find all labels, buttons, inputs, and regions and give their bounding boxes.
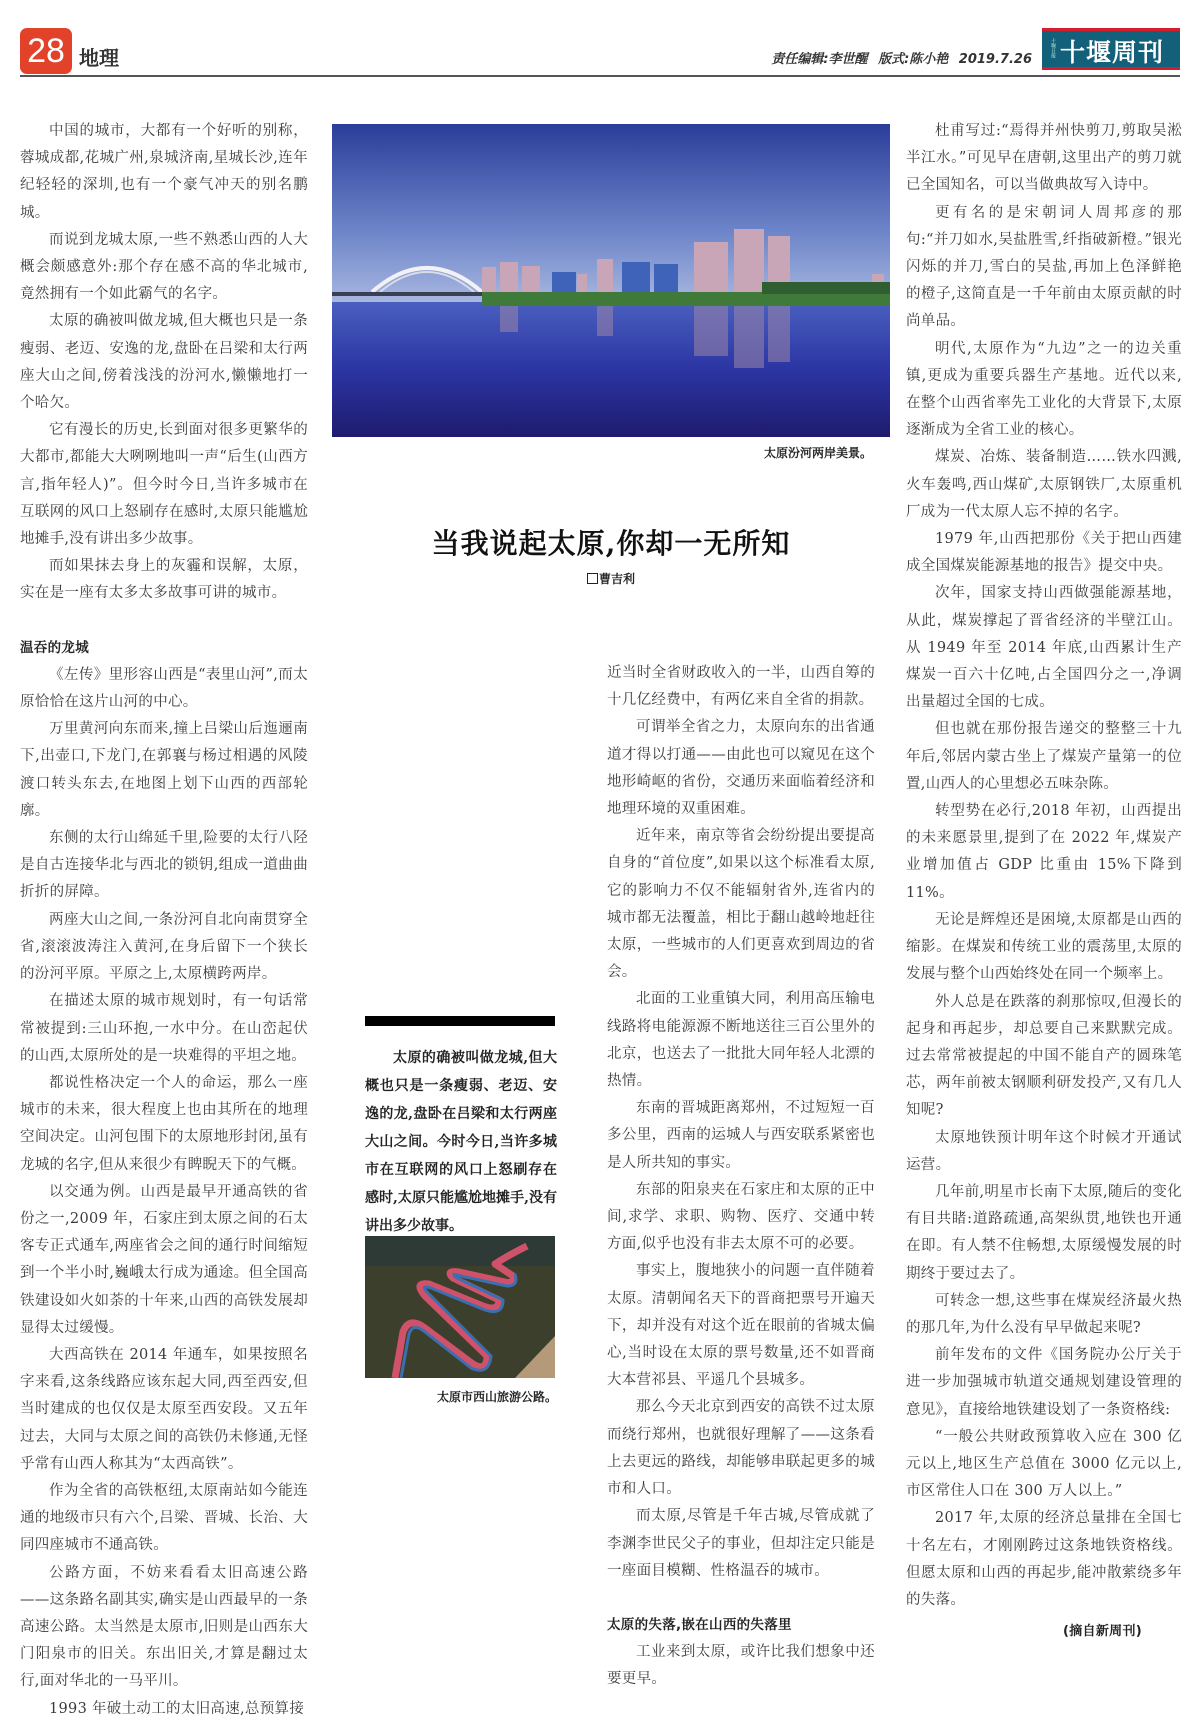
- paragraph: 那么今天北京到西安的高铁不过太原而绕行郑州，也就很好理解了——这条看上去更远的路线，却能够串联起更多的城市和人口。: [607, 1399, 875, 1498]
- page-number: 28: [20, 28, 72, 74]
- paragraph: 它有漫长的历史,长到面对很多更繁华的大都市,都能大大咧咧地叫一声“后生(山西方言,指年轻人)”。但今时今日,当许多城市在互联网的风口上怒刷存在感时,太原只能尴尬地摊手,没有讲出多少故事。: [20, 422, 308, 548]
- paragraph: “一般公共财政预算收入应在 300 亿元以上,地区生产总值在 3000 亿元以上,市区常住人口在 300 万人以上。”: [906, 1428, 1182, 1500]
- mountain-road-photo: [365, 1236, 555, 1378]
- paragraph: 无论是辉煌还是困境,太原都是山西的缩影。在煤炭和传统工业的震荡里,太原的发展与整个山西始终处在同一个频率上。: [906, 911, 1182, 983]
- pull-quote: 太原的确被叫做龙城,但大概也只是一条瘦弱、老迈、安逸的龙,盘卧在吕梁和太行两座大山之间。今时今日,当许多城市在互联网的风口上怒刷存在感时,太原只能尴尬地摊手,没有讲出多少故事。: [365, 1050, 557, 1234]
- paragraph: 转型势在必行,2018 年初，山西提出的未来愿景里,提到了在 2022 年,煤炭产业增加值占 GDP 比重由 15%下降到 11%。: [906, 803, 1182, 901]
- paragraph: 大西高铁在 2014 年通车，如果按照名字来看,这条线路应该东起大同,西至西安,但当时建成的也仅仅是太原至西安段。又五年过去，大同与太原之间的高铁仍未修通,无怪乎常有山西人称其为“太西高铁”。: [20, 1346, 308, 1472]
- author-name: 曹吉利: [598, 572, 635, 586]
- layout-credit: 版式:陈小艳: [878, 52, 949, 67]
- paragraph: 东南的晋城距离郑州，不过短短一百多公里，西南的运城人与西安联系紧密也是人所共知的事实。: [607, 1100, 875, 1171]
- logo-text: 十堰周刊: [1060, 38, 1165, 67]
- byline-box-icon: [587, 573, 598, 584]
- photo-caption: 太原市西山旅游公路。: [436, 1390, 557, 1404]
- paragraph: 1979 年,山西把那份《关于把山西建成全国煤炭能源基地的报告》提交中央。: [906, 531, 1182, 575]
- paragraph: 明代,太原作为“九边”之一的边关重镇,更成为重要兵器生产基地。近代以来,在整个山西省率先工业化的大背景下,太原逐渐成为全省工业的核心。: [906, 340, 1182, 439]
- paragraph: 但也就在那份报告递交的整整三十九年后,邻居内蒙古坐上了煤炭产量第一的位置,山西人的心里想必五味杂陈。: [906, 721, 1182, 792]
- byline: [332, 570, 890, 587]
- page-header: [20, 26, 1180, 76]
- paragraph: 而如果抹去身上的灰霾和误解，太原，实在是一座有太多太多故事可讲的城市。: [20, 558, 308, 602]
- paragraph: 东部的阳泉夹在石家庄和太原的正中间,求学、求职、购物、医疗、交通中转方面,似乎也没有非去太原不可的必要。: [607, 1181, 875, 1253]
- publication-logo: [1042, 28, 1180, 70]
- paragraph: 都说性格决定一个人的命运，那么一座城市的未来，很大程度上也由其所在的地理空间决定。山河包围下的太原地形封闭,虽有龙城的名字,但从来很少有睥睨天下的气概。: [20, 1074, 308, 1173]
- paragraph: 太原地铁预计明年这个时候才开通试运营。: [906, 1129, 1182, 1173]
- paragraph: 次年，国家支持山西做强能源基地，从此，煤炭撑起了晋省经济的半壁江山。从 1949 年至 2014 年底,山西累计生产煤炭一百六十亿吨,占全国四分之一,净调出量超过全国的七成。: [906, 585, 1182, 711]
- paragraph: 1993 年破土动工的太旧高速,总预算接: [49, 1700, 305, 1717]
- column-3: [607, 660, 875, 1694]
- article-source: (摘自新周刊): [1063, 1624, 1142, 1640]
- paragraph: 而太原,尽管是千年古城,尽管成就了李渊李世民父子的事业，但却注定只能是一座面目模糊、性格温吞的城市。: [607, 1508, 875, 1579]
- paragraph: 近年来，南京等省会纷纷提出要提高自身的“首位度”,如果以这个标准看太原,它的影响力不仅不能辐射省外,连省内的城市都无法覆盖，相比于翻山越岭地赶往太原，一些城市的人们更喜欢到周边的省会。: [607, 828, 875, 981]
- header-rule: [20, 75, 1180, 77]
- paragraph: 近当时全省财政收入的一半，山西自筹的十几亿经费中，有两亿来自全省的捐款。: [607, 665, 875, 709]
- paragraph: 万里黄河向东而来,撞上吕梁山后迤逦南下,出壶口,下龙门,在郭襄与杨过相遇的风陵渡口转头东去,在地图上划下山西的西部轮廓。: [20, 721, 308, 819]
- paragraph: 太原的确被叫做龙城,但大概也只是一条瘦弱、老迈、安逸的龙,盘卧在吕梁和太行两座大山之间,傍着浅浅的汾河水,懒懒地打一个哈欠。: [20, 313, 308, 412]
- issue-date: 2019.7.26: [958, 52, 1032, 67]
- section-title: 地理: [79, 46, 119, 70]
- paragraph: 而说到龙城太原,一些不熟悉山西的人大概会颇感意外:那个存在感不高的华北城市,竟然拥有一个如此霸气的名字。: [20, 231, 308, 303]
- paragraph: 更有名的是宋朝词人周邦彦的那句:“并刀如水,吴盐胜雪,纤指破新橙。”银光闪烁的并刀,雪白的吴盐,再加上色泽鲜艳的橙子,这简直是一千年前由太原贡献的时尚单品。: [906, 204, 1182, 330]
- paragraph: 在描述太原的城市规划时，有一句话常常被提到:三山环抱,一水中分。在山峦起伏的山西,太原所处的是一块难得的平坦之地。: [20, 993, 308, 1064]
- paragraph: 公路方面，不妨来看看太旧高速公路——这条路名副其实,确实是山西最早的一条高速公路。太当然是太原市,旧则是山西东大门阳泉市的旧关。东出旧关,才算是翻过太行,面对华北的一马平川。: [20, 1564, 308, 1690]
- subheading: 温吞的龙城: [20, 639, 89, 656]
- paragraph: 中国的城市，大都有一个好听的别称，蓉城成都,花城广州,泉城济南,星城长沙,连年纪轻轻的深圳,也有一个豪气冲天的别名鹏城。: [20, 123, 308, 221]
- pull-quote-bar: [365, 1016, 555, 1026]
- paragraph: 前年发布的文件《国务院办公厅关于进一步加强城市轨道交通规划建设管理的意见》，直接给地铁建设划了一条资格线:: [906, 1347, 1182, 1418]
- editor-credit: 责任编辑:李世醒: [771, 52, 868, 67]
- paragraph: 可转念一想,这些事在煤炭经济最火热的那几年,为什么没有早早做起来呢?: [906, 1292, 1182, 1336]
- paragraph: 作为全省的高铁枢纽,太原南站如今能连通的地级市只有六个,吕梁、晋城、长治、大同四座城市不通高铁。: [20, 1482, 308, 1554]
- column-1: [20, 118, 308, 1723]
- paragraph: 《左传》里形容山西是“表里山河”,而太原恰恰在这片山河的中心。: [20, 666, 308, 711]
- paragraph: 两座大山之间,一条汾河自北向南贯穿全省,滚滚波涛注入黄河,在身后留下一个狭长的汾河平原。平原之上,太原横跨两岸。: [20, 911, 308, 983]
- subheading: 太原的失落,嵌在山西的失落里: [607, 1616, 792, 1633]
- paragraph: 杜甫写过:“焉得并州快剪刀,剪取吴淞半江水。”可见早在唐朝,这里出产的剪刀就已全国知名，可以当做典故写入诗中。: [906, 123, 1182, 194]
- paragraph: 可谓举全省之力，太原向东的出省通道才得以打通——由此也可以窥见在这个地形崎岖的省份，交通历来面临着经济和地理环境的双重困难。: [607, 719, 875, 818]
- logo-small-text: 十堰日报: [1050, 38, 1056, 58]
- paragraph: 2017 年,太原的经济总量排在全国七十名左右，才刚刚跨过这条地铁资格线。但愿太原和山西的再起步,能冲散萦绕多年的失落。: [906, 1510, 1182, 1608]
- paragraph: 以交通为例。山西是最早开通高铁的省份之一,2009 年，石家庄到太原之间的石太客专正式通车,两座省会之间的通行时间缩短到一个半小时,巍峨太行成为通途。但全国高铁建设如火如荼的十年来,山西的高铁发展却显得太过缓慢。: [20, 1183, 308, 1336]
- credits: [765, 48, 1032, 67]
- paragraph: 几年前,明星市长南下太原,随后的变化有目共睹:道路疏通,高架纵贯,地铁也开通在即。有人禁不住畅想,太原缓慢发展的时期终于要过去了。: [906, 1183, 1182, 1282]
- paragraph: 煤炭、冶炼、装备制造……铁水四溅,火车轰鸣,西山煤矿,太原钢铁厂,太原重机厂成为一代太原人忘不掉的名字。: [906, 449, 1182, 520]
- paragraph: 事实上，腹地狭小的问题一直伴随着太原。清朝闻名天下的晋商把票号开遍天下，却并没有对这个近在眼前的省城太偏心,当时设在太原的票号数量,还不如晋商大本营祁县、平遥几个县城多。: [607, 1263, 875, 1389]
- skyline-photo: [332, 124, 890, 437]
- paragraph: 北面的工业重镇大同，利用高压输电线路将电能源源不断地送往三百公里外的北京，也送去了一批批大同年轻人北漂的热情。: [607, 991, 875, 1090]
- paragraph: 东侧的太行山绵延千里,险要的太行八陉是自古连接华北与西北的锁钥,组成一道曲曲折折的屏障。: [20, 830, 308, 901]
- paragraph: 工业来到太原，或许比我们想象中还要更早。: [607, 1644, 875, 1688]
- column-4: [906, 118, 1182, 1645]
- photo-caption: 太原汾河两岸美景。: [763, 446, 872, 460]
- paragraph: 外人总是在跌落的刹那惊叹,但漫长的起身和再起步，却总要自己来默默完成。过去常常被提起的中国不能自产的圆珠笔芯，两年前被太钢顺利研发投产,又有几人知呢?: [906, 993, 1182, 1119]
- article-title: 当我说起太原,你却一无所知: [431, 527, 791, 560]
